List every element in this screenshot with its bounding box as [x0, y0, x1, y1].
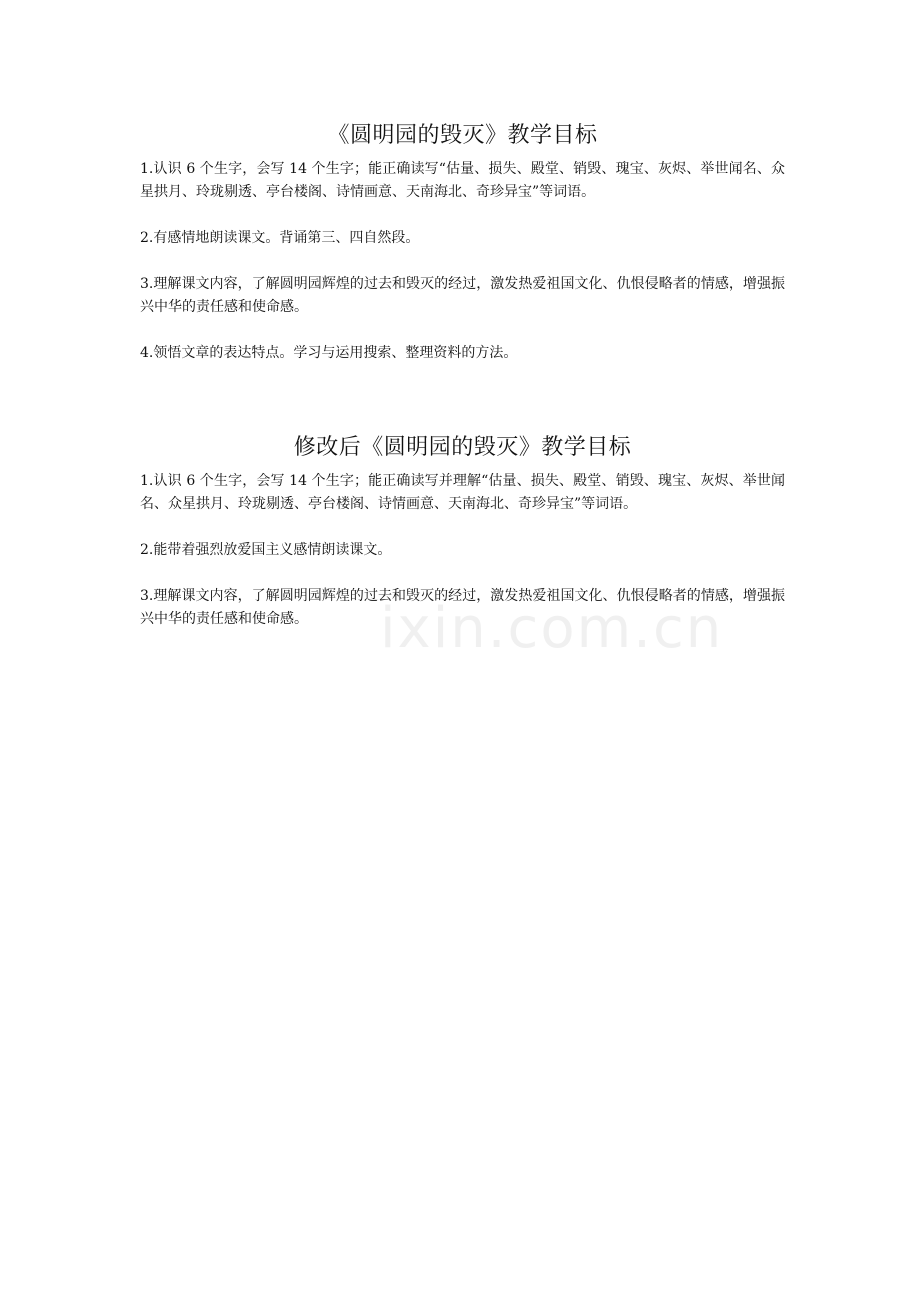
objective-item-2: 2.有感情地朗读课文。背诵第三、四自然段。: [140, 230, 420, 246]
section-title: 修改后《圆明园的毁灭》教学目标: [293, 435, 632, 460]
watermark: ixin.com.cn: [380, 596, 724, 661]
section-title: 《圆明园的毁灭》教学目标: [327, 123, 598, 148]
objective-item-1: 1.认识 6 个生字，会写 14 个生字；能正确读写“估量、损失、殿堂、销毁、瑰宝、灰烬、举世闻名、众星拱月、玲珑剔透、亭台楼阁、诗情画意、天南海北、奇珍异宝”等词语。: [140, 161, 785, 200]
objective-item-1: 1.认识 6 个生字，会写 14 个生字；能正确读写并理解“估量、损失、殿堂、销毁、瑰宝、灰烬、举世闻名、众星拱月、玲珑剔透、亭台楼阁、诗情画意、天南海北、奇珍异宝”等词语。: [140, 473, 785, 512]
objective-item-3: 3.理解课文内容，了解圆明园辉煌的过去和毁灭的经过，激发热爱祖国文化、仇恨侵略者的情感，增强振兴中华的责任感和使命感。: [140, 276, 785, 315]
revised-objectives-section: [140, 432, 785, 654]
original-objectives-section: [140, 120, 785, 388]
objective-item-4: 4.领悟文章的表达特点。学习与运用搜索、整理资料的方法。: [140, 345, 518, 361]
objective-item-3: 3.理解课文内容，了解圆明园辉煌的过去和毁灭的经过，激发热爱祖国文化、仇恨侵略者的情感，增强振兴中华的责任感和使命感。: [140, 588, 785, 627]
objective-item-2: 2.能带着强烈放爱国主义感情朗读课文。: [140, 542, 392, 558]
